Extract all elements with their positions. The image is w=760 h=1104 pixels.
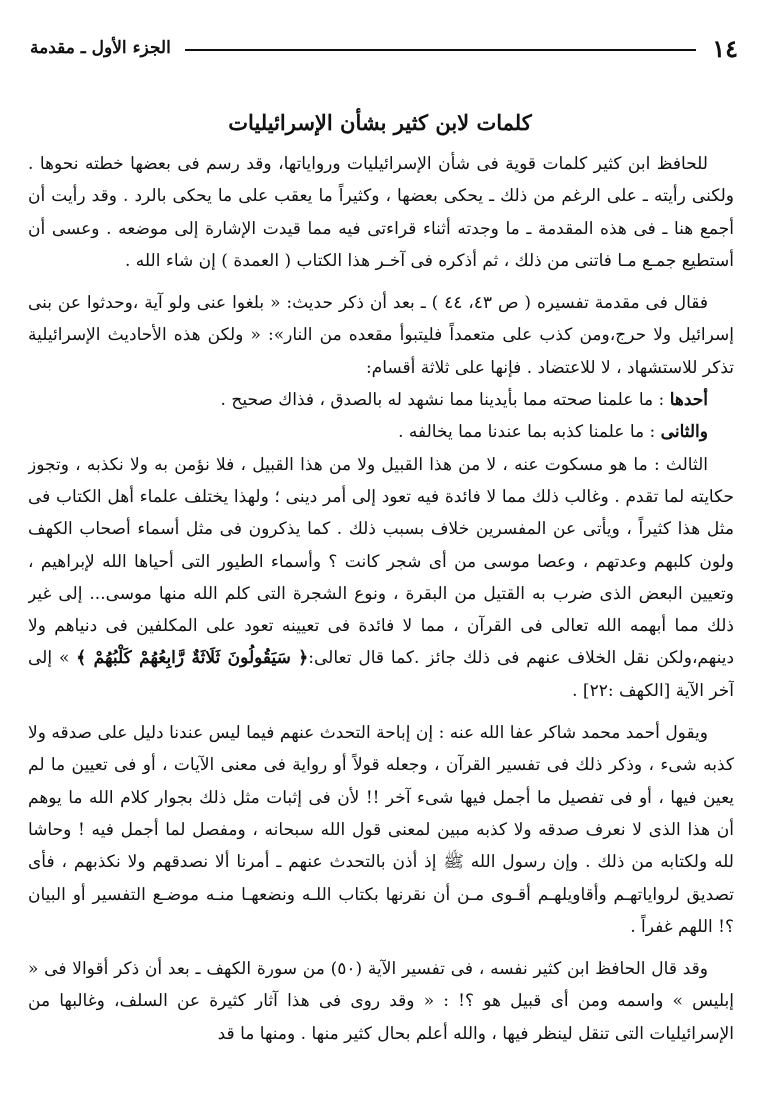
category-first	[28, 384, 734, 416]
category-second-text: : ما علمنا كذبه بما عندنا مما يخالفه .	[398, 422, 661, 443]
header-rule	[185, 49, 696, 51]
paragraph-intro: للحافظ ابن كثير كلمات قوية فى شأن الإسرائيليات ورواياتها، وقد رسم فى بعضها خطته نحوها . ولكنى رأيته ـ على الرغم من ذلك ـ يحكى بعضها ، وكثيراً ما يعقب على ما يحكى بالرد . وقد رأيت أن أجمع هنا ـ فى هذه المقدمة ـ ما وجدته أثناء قراءتى فيه مما قيدت الإشارة إلى موضعه . وعسى أن أستطيع جمـع مـا فاتنى من ذلك ، ثم أذكره فى آخـر هذا الكتاب ( العمدة ) إن شاء الله .	[28, 154, 734, 271]
body-text	[28, 148, 734, 1094]
quran-verse: ﴿ سَيَقُولُونَ ثَلَاثَةٌ رَّابِعُهُمْ كَلْبُهُمْ ﴾	[76, 648, 309, 669]
section-label: الجزء الأول ـ مقدمة	[30, 38, 171, 58]
category-third-text: الثالث : ما هو مسكوت عنه ، لا من هذا القبيل ولا من هذا القبيل ، فلا نؤمن به ولا نكذبه ، وتجوز حكايته لما تقدم . وغالب ذلك مما لا فائدة فيه تعود إلى أمر دينى ؛ ولهذا يختلف علماء أهل الكتاب فى مثل هذا كثيراً ، ويأتى عن المفسرين خلاف بسبب ذلك . كما يذكرون فى مثل أسماء أصحاب الكهف ولون كلبهم وعدتهم ، وعصا موسى من أى شجر كانت ؟ وأسماء الطيور التى أحياها الله لإبراهيم ، وتعيين البعض الذى ضرب به القتيل من البقرة ، ونوع الشجرة التى كلم الله منها موسى... إلى غير ذلك مما أبهمه الله تعالى فى القرآن ، مما لا فائدة فى تعيينه تعود على المكلفين فى دنياهم ولا دينهم،ولكن نقل الخلاف عنهم فى ذلك جائز .كما قال تعالى:	[28, 454, 734, 669]
paragraph-tafsir-quote: فقال فى مقدمة تفسيره ( ص ٤٣، ٤٤ ) ـ بعد أن ذكر حديث: « بلغوا عنى ولو آية ،وحدثوا عن بنى إسرائيل ولا حرج،ومن كذب على متعمداً فليتبوأ مقعده من النار»: « ولكن هذه الأحاديث الإسرائيلية تذكر للاستشهاد ، لا للاعتضاد . فإنها على ثلاثة أقسام:	[28, 293, 734, 378]
category-second-label: والثانى	[660, 422, 708, 443]
paragraph-shakir: ويقول أحمد محمد شاكر عفا الله عنه : إن إباحة التحدث عنهم فيما ليس عندنا دليل على صدقه ولا كذبه شىء ، وذكر ذلك فى تفسير القرآن ، وجعله قولاً أو رواية فى معنى الآيات ، أو فى تعيين ما لم يعين فيها ، أو فى تفصيل ما أجمل فيها شىء آخر !! لأن فى إثبات مثل ذلك بجوار كلام الله ما يوهم أن هذا الذى لا نعرف صدقه ولا كذبه مبين لمعنى قول الله سبحانه ، ومفصل لما أجمل فيه ! وحاشا لله ولكتابه من ذلك . وإن رسول الله ﷺ إذ أذن بالتحدث عنهم ـ أمرنا ألا نصدقهم ولا نكذبهم ، فأى تصديق لرواياتهـم وأقاويلهـم أقـوى مـن أن نقرنها بكتاب اللـه ونضعهـا منـه موضـع التفسير أو البيان ؟! اللهم غفراً .	[28, 723, 734, 937]
running-header	[30, 28, 738, 68]
category-second	[28, 416, 734, 448]
quran-citation: » إلى آخر الآية [الكهف :٢٢] .	[28, 648, 734, 701]
paragraph-iblis: وقد قال الحافظ ابن كثير نفسه ، فى تفسير الآية (٥٠) من سورة الكهف ـ بعد أن ذكر أقوالا فى « إبليس » واسمه ومن أى قبيل هو ؟! : « وقد روى فى هذا آثار كثيرة عن السلف، وغالبها من الإسرائيليات التى تنقل لينظر فيها ، والله أعلم بحال كثير منها . ومنها ما قد	[28, 959, 734, 1044]
chapter-title: كلمات لابن كثير بشأن الإسرائيليات	[228, 110, 532, 135]
category-third	[28, 449, 734, 707]
category-first-text: : ما علمنا صحته مما بأيدينا مما نشهد له بالصدق ، فذاك صحيح .	[220, 390, 670, 411]
category-first-label: أحدها	[669, 390, 708, 411]
page-number: ١٤	[712, 33, 738, 63]
